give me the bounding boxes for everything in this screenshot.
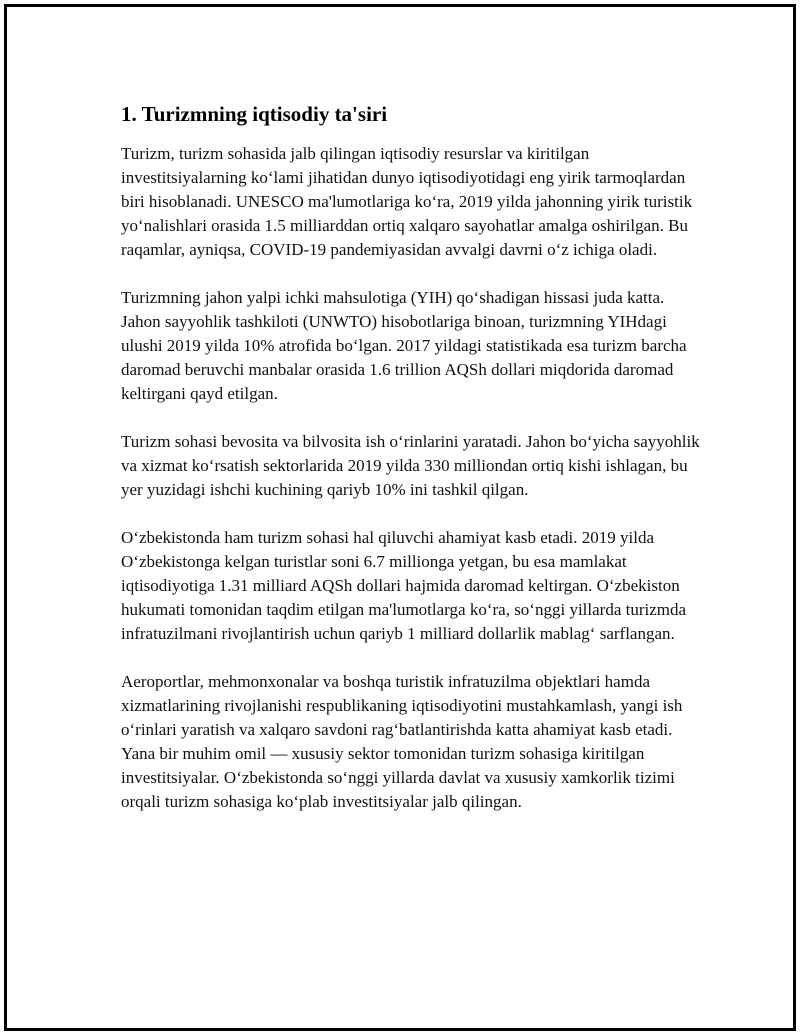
paragraph-infrastructure: Aeroportlar, mehmonxonalar va boshqa turistik infratuzilma objektlari hamda xizmatlarining rivojlanishi respublikaning iqtisodiyotini mustahkamlash, yangi ish oʻrinlari yaratish va xalqaro savdoni ragʻbatlantirishda katta ahamiyat kasb etadi. Yana bir muhim omil — xususiy sektor tomonidan turizm sohasiga kiritilgan investitsiyalar. Oʻzbekistonda soʻnggi yillarda davlat va xususiy xamkorlik tizimi orqali turizm sohasiga koʻplab investitsiyalar jalb qilingan. [121, 672, 683, 811]
paragraph-global-scale: Turizm, turizm sohasida jalb qilingan iqtisodiy resurslar va kiritilgan investitsiyalarning koʻlami jihatidan dunyo iqtisodiyotidagi eng yirik tarmoqlardan biri hisoblanadi. UNESCO ma'lumotlariga koʻra, 2019 yilda jahonning yirik turistik yoʻnalishlari orasida 1.5 milliarddan ortiq xalqaro sayohatlar amalga oshirilgan. Bu raqamlar, ayniqsa, COVID-19 pandemiyasidan avvalgi davrni oʻz ichiga oladi. [121, 144, 693, 259]
section-heading: 1. Turizmning iqtisodiy ta'siri [121, 102, 388, 126]
page-frame [4, 4, 796, 1031]
document-body [121, 101, 701, 838]
paragraph-employment: Turizm sohasi bevosita va bilvosita ish oʻrinlarini yaratadi. Jahon boʻyicha sayyohlik va xizmat koʻrsatish sektorlarida 2019 yilda 330 milliondan ortiq kishi ishlagan, bu yer yuzidagi ishchi kuchining qariyb 10% ini tashkil qilgan. [121, 432, 700, 499]
paragraph-uzbekistan: Oʻzbekistonda ham turizm sohasi hal qiluvchi ahamiyat kasb etadi. 2019 yilda Oʻzbekistonga kelgan turistlar soni 6.7 millionga yetgan, bu esa mamlakat iqtisodiyotiga 1.31 milliard AQSh dollari hajmida daromad keltirgan. Oʻzbekiston hukumati tomonidan taqdim etilgan ma'lumotlarga koʻra, soʻnggi yillarda turizmda infratuzilmani rivojlantirish uchun qariyb 1 milliard dollarlik mablagʻ sarflangan. [121, 528, 687, 643]
paragraph-gdp-share: Turizmning jahon yalpi ichki mahsulotiga (YIH) qoʻshadigan hissasi juda katta. Jahon sayyohlik tashkiloti (UNWTO) hisobotlariga binoan, turizmning YIHdagi ulushi 2019 yilda 10% atrofida boʻlgan. 2017 yildagi statistikada esa turizm barcha daromad beruvchi manbalar orasida 1.6 trillion AQSh dollari miqdorida daromad keltirgani qayd etilgan. [121, 288, 687, 403]
